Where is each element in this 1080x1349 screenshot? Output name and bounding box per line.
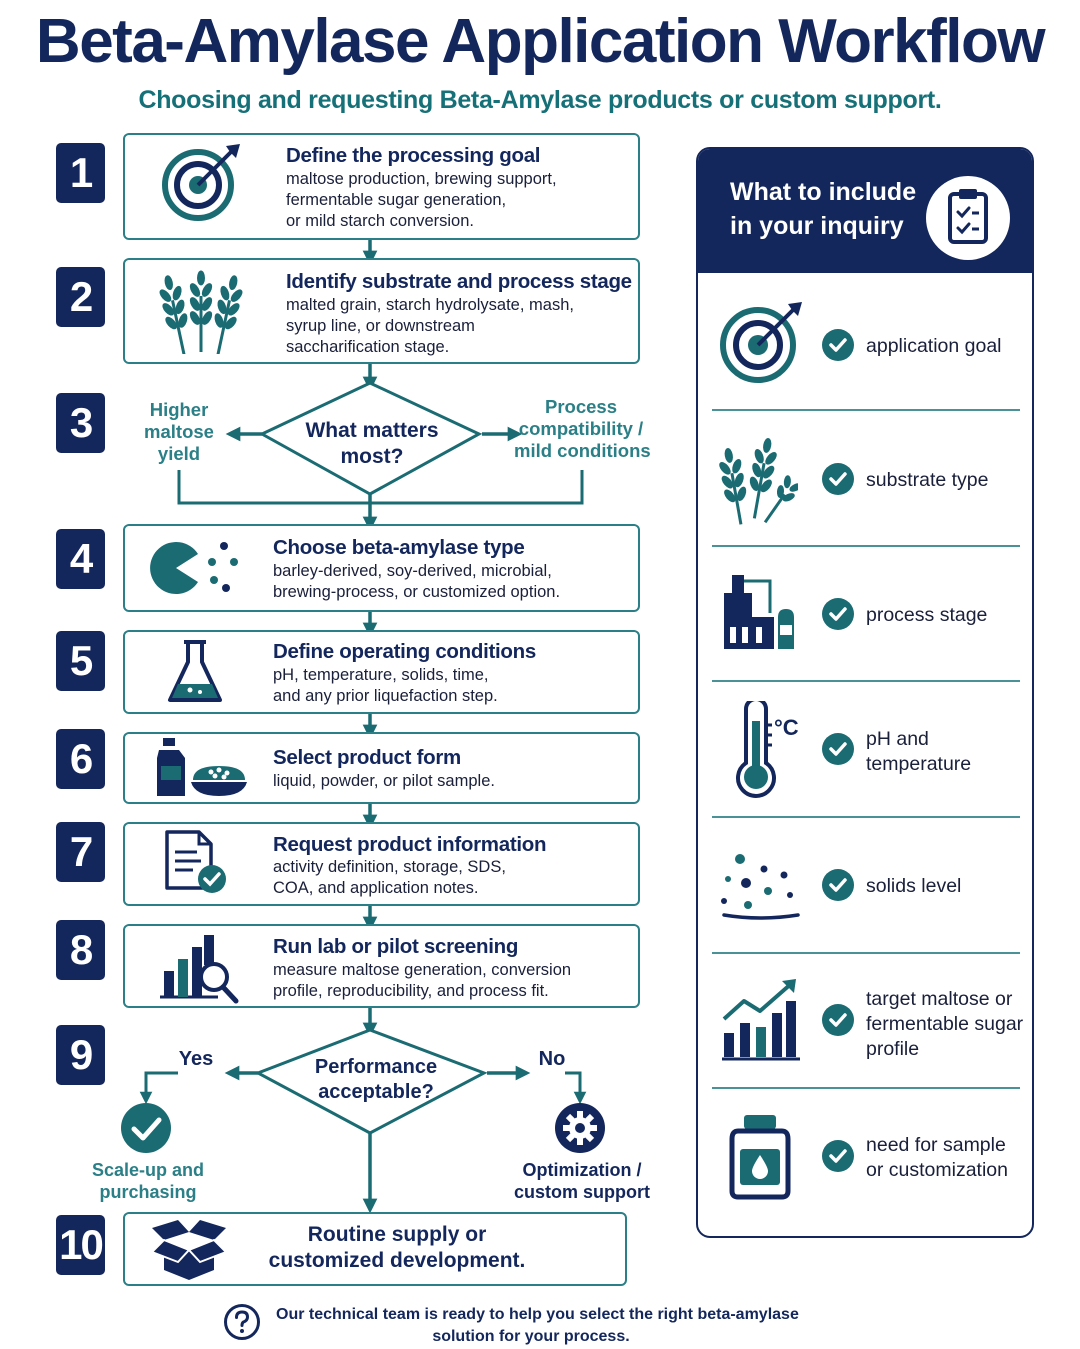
decision-1-right-label [514,396,651,462]
target-icon [718,299,804,385]
decision-2-question [276,1055,476,1105]
decision-1-question [272,418,472,470]
desc-line: measure maltose generation, conversion [273,961,572,979]
label-line: maltose [144,421,214,442]
factory-icon [718,569,804,655]
step-title-4: Choose beta-amylase type [273,536,525,559]
panel-divider [712,409,1020,411]
panel-divider [712,1087,1020,1089]
bar-chart-trend-icon [718,977,804,1063]
inquiry-item-5 [866,874,961,899]
panel-divider [712,545,1020,547]
item-line: profile [866,1038,920,1060]
arrow-no-down [565,1073,580,1098]
checkmark-icon [822,329,854,361]
item-line: or customization [866,1159,1008,1181]
help-question-icon [223,1303,261,1341]
desc-line: barley-derived, soy-derived, microbial, [273,562,552,580]
desc-line: activity definition, storage, SDS, [273,858,506,876]
panel-divider [712,816,1020,818]
inquiry-panel [696,147,1034,1238]
desc-line: syrup line, or downstream [286,317,475,335]
step-number-5: 5 [56,631,105,691]
item-line: process stage [866,604,988,626]
desc-line: pH, temperature, solids, time, [273,666,489,684]
desc-line: maltose production, brewing support, [286,170,557,188]
thermometer-icon [718,701,804,799]
question-line: most? [340,445,404,468]
step-number-2: 2 [56,267,105,327]
label-line: compatibility / [518,418,644,439]
panel-divider [712,952,1020,954]
decision-1-left-label [128,399,230,465]
step-number-10: 10 [56,1215,105,1275]
label-line: Optimization / [522,1160,642,1180]
step-desc-7 [273,857,506,899]
item-line: temperature [866,753,972,775]
footer-line: Our technical team is ready to help you select the right beta-amylase [276,1306,799,1323]
question-line: What matters [305,419,439,442]
inquiry-item-1 [866,334,1002,359]
gear-icon [554,1102,606,1154]
clipboard-icon [926,176,1010,260]
inquiry-item-2 [866,468,988,493]
desc-line: malted grain, starch hydrolysate, mash, [286,296,574,314]
decision-2-no-outcome [510,1159,654,1203]
label-line: purchasing [99,1182,197,1202]
footer-line: solution for your process. [432,1328,630,1345]
step-desc-1 [286,169,557,232]
check-circle-icon [120,1102,172,1154]
question-line: Performance [314,1056,438,1078]
checkmark-icon [822,598,854,630]
checkmark-icon [822,463,854,495]
item-line: target maltose or [866,988,1013,1010]
page-title: Beta-Amylase Application Workflow [35,7,1045,76]
decision-2-yes-outcome [80,1159,216,1203]
step-10-line: Routine supply or [307,1223,487,1246]
step-title-1: Define the processing goal [286,144,541,167]
title-line: What to include [730,178,917,206]
inquiry-item-4 [866,727,971,777]
label-line: Higher [149,399,209,420]
page-subtitle: Choosing and requesting Beta-Amylase products or custom support. [138,86,942,114]
step-number-7: 7 [56,822,105,882]
footer-note [276,1304,799,1348]
desc-line: profile, reproducibility, and process fit. [273,982,549,1000]
product-form-icon [155,736,247,798]
inquiry-item-7 [866,1133,1008,1183]
desc-line: saccharification stage. [286,338,450,356]
flask-icon [166,638,224,706]
step-desc-4 [273,561,560,603]
item-line: solids level [866,875,962,897]
step-title-7: Request product information [273,833,547,856]
step-desc-6 [273,771,495,792]
target-icon [160,140,242,222]
inquiry-item-3 [866,603,987,628]
label-line: Scale-up and [91,1160,205,1180]
step-number-8: 8 [56,920,105,980]
decision-2-yes-label: Yes [178,1048,214,1070]
label-line: yield [157,443,201,464]
desc-line: COA, and application notes. [273,879,479,897]
item-line: application goal [866,335,1002,357]
step-number-1: 1 [56,143,105,203]
inquiry-item-6 [866,987,1023,1062]
step-title-6: Select product form [273,746,461,769]
item-line: fermentable sugar [866,1013,1024,1035]
step-desc-5 [273,665,498,707]
step-number-6: 6 [56,729,105,789]
label-line: mild conditions [514,440,651,461]
step-number-9: 9 [56,1025,105,1085]
svg-text:°C: °C [774,715,799,740]
step-desc-8 [273,960,571,1002]
decision-2-no-label: No [538,1048,566,1070]
step-title-2: Identify substrate and process stage [286,270,632,293]
particles-icon [718,849,804,925]
desc-line: fermentable sugar generation, [286,191,507,209]
wheat-icon [718,431,798,527]
box-icon [150,1218,228,1282]
step-desc-2 [286,295,574,358]
chart-search-icon [158,933,240,1005]
question-line: acceptable? [318,1081,434,1103]
checkmark-icon [822,733,854,765]
step-title-5: Define operating conditions [273,640,536,663]
desc-line: brewing-process, or customized option. [273,583,561,601]
item-line: pH and [866,728,929,750]
label-line: custom support [513,1182,650,1202]
step-10-line: customized development. [268,1249,526,1272]
step-10-text [244,1222,550,1274]
step-number-4: 4 [56,529,105,589]
enzyme-pacman-icon [150,538,246,598]
wheat-icon [155,266,247,354]
item-line: need for sample [866,1134,1006,1156]
item-line: substrate type [866,469,989,491]
checkmark-icon [822,869,854,901]
inquiry-panel-title [730,175,916,243]
title-line: in your inquiry [730,212,904,240]
step-number-3: 3 [56,393,105,453]
checkmark-icon [822,1004,854,1036]
panel-divider [712,680,1020,682]
step-title-8: Run lab or pilot screening [273,935,519,958]
checkmark-icon [822,1140,854,1172]
desc-line: or mild starch conversion. [286,212,474,230]
document-check-icon [163,830,229,896]
arrow-yes-down [146,1073,178,1098]
desc-line: and any prior liquefaction step. [273,687,498,705]
label-line: Process [545,396,617,417]
sample-jar-icon [718,1111,804,1201]
desc-line: liquid, powder, or pilot sample. [273,772,495,790]
